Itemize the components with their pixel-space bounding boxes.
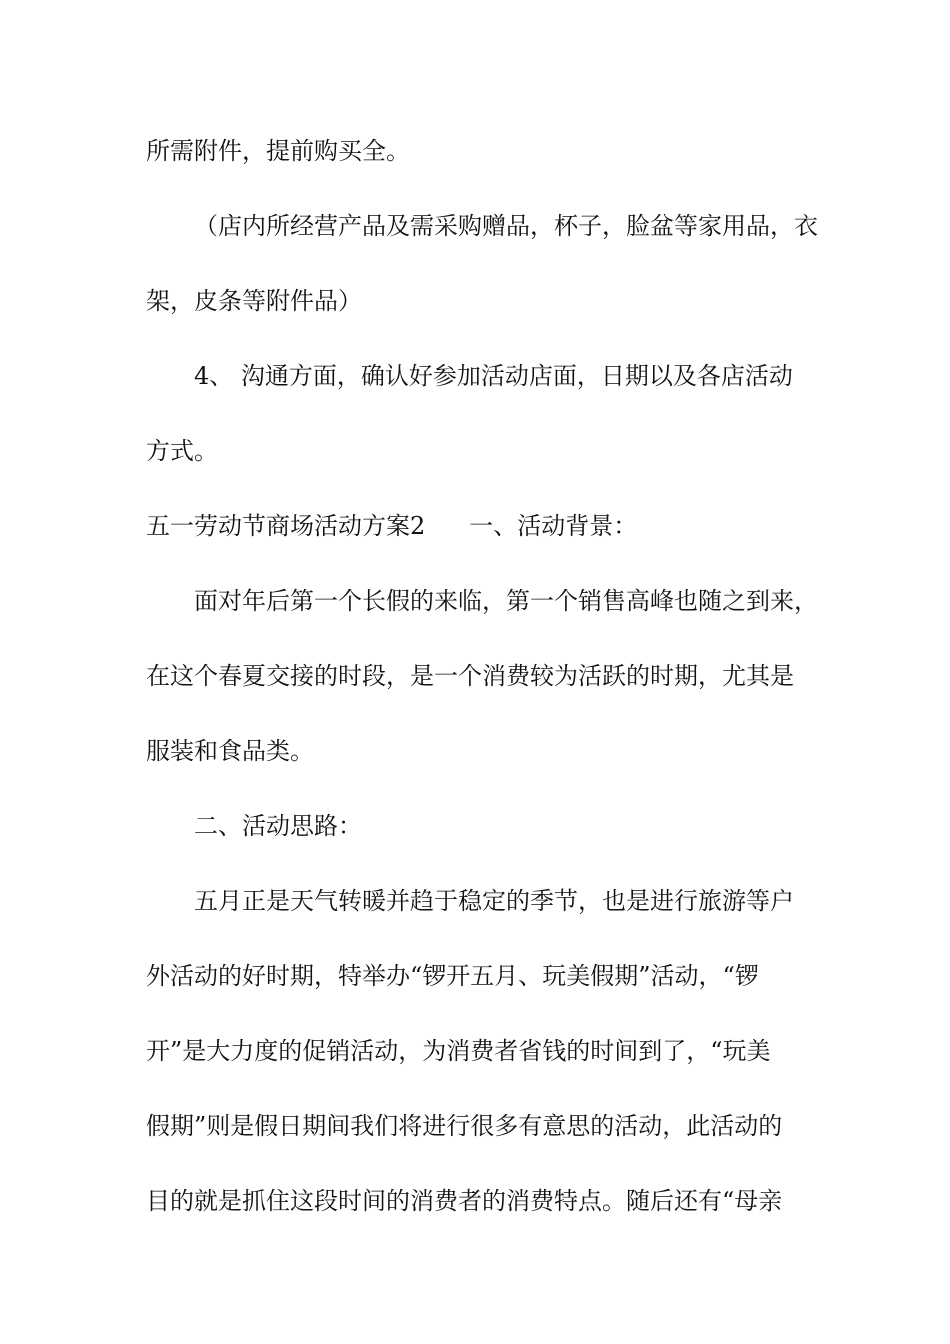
paragraph-line: 服装和食品类。: [146, 737, 314, 765]
paragraph-line: （店内所经营产品及需采购赠品，杯子，脸盆等家用品，衣: [194, 212, 818, 240]
paragraph-line: 面对年后第一个长假的来临，第一个销售高峰也随之到来，: [194, 587, 818, 615]
section-heading: 一、活动背景：: [469, 512, 638, 540]
paragraph-line: 所需附件，提前购买全。: [146, 137, 410, 165]
document-title: 五一劳动节商场活动方案2: [146, 512, 426, 540]
paragraph-line: 外活动的好时期，特举办“锣开五月、玩美假期”活动，“锣: [146, 962, 759, 990]
paragraph-line: 目的就是抓住这段时间的消费者的消费特点。随后还有“母亲: [146, 1187, 783, 1215]
paragraph-line: 方式。: [146, 437, 218, 465]
paragraph-line: 开”是大力度的促销活动，为消费者省钱的时间到了，“玩美: [146, 1037, 771, 1065]
paragraph-line: 假期”则是假日期间我们将进行很多有意思的活动，此活动的: [146, 1112, 783, 1140]
paragraph-line: 五月正是天气转暖并趋于稳定的季节，也是进行旅游等户: [194, 887, 794, 915]
paragraph-line: 在这个春夏交接的时段，是一个消费较为活跃的时期，尤其是: [146, 662, 794, 690]
section-heading: 二、活动思路：: [194, 812, 362, 840]
section-heading-line: [146, 511, 637, 541]
list-item-line: 4、 沟通方面，确认好参加活动店面，日期以及各店活动: [194, 362, 793, 390]
paragraph-line: 架，皮条等附件品）: [146, 287, 362, 315]
